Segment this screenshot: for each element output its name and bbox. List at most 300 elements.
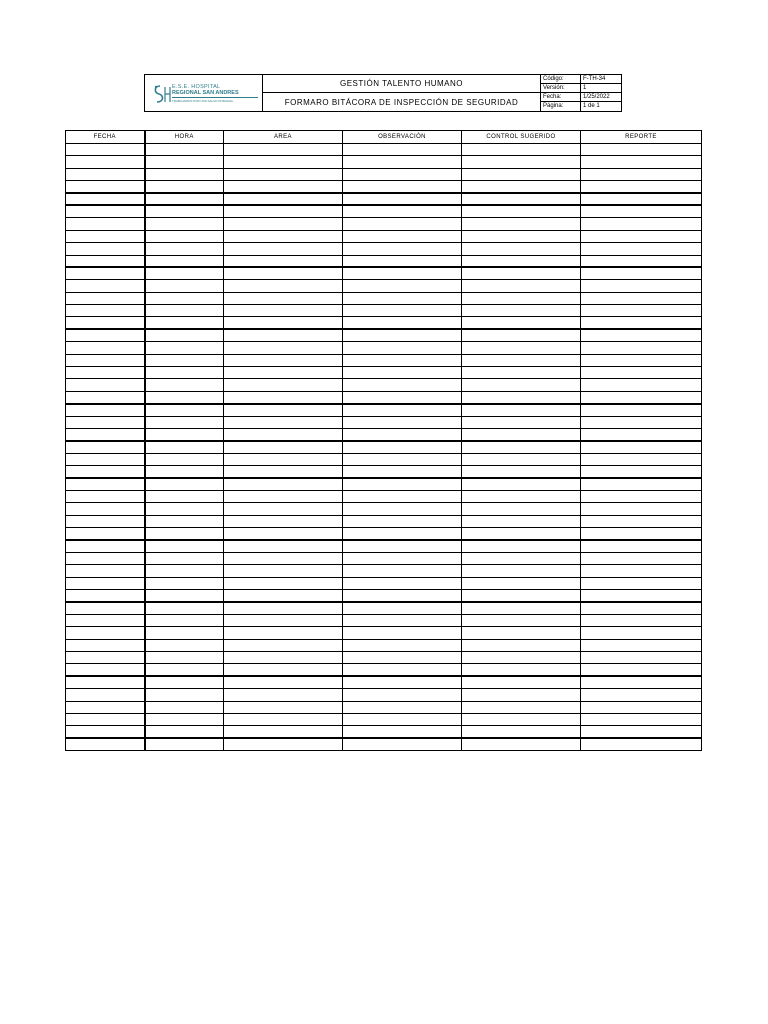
cell-hora[interactable] (145, 689, 224, 701)
cell-hora[interactable] (145, 676, 224, 688)
cell-hora[interactable] (145, 540, 224, 552)
cell-observacion[interactable] (343, 329, 462, 341)
cell-observacion[interactable] (343, 255, 462, 267)
cell-control-sugerido[interactable] (462, 317, 581, 329)
cell-reporte[interactable] (581, 713, 702, 725)
cell-hora[interactable] (145, 503, 224, 515)
cell-area[interactable] (224, 713, 343, 725)
cell-observacion[interactable] (343, 590, 462, 602)
cell-fecha[interactable] (66, 478, 145, 490)
cell-hora[interactable] (145, 590, 224, 602)
cell-fecha[interactable] (66, 416, 145, 428)
cell-hora[interactable] (145, 639, 224, 651)
cell-fecha[interactable] (66, 441, 145, 453)
cell-hora[interactable] (145, 379, 224, 391)
cell-reporte[interactable] (581, 404, 702, 416)
cell-observacion[interactable] (343, 552, 462, 564)
cell-reporte[interactable] (581, 416, 702, 428)
cell-fecha[interactable] (66, 639, 145, 651)
cell-fecha[interactable] (66, 193, 145, 205)
cell-hora[interactable] (145, 701, 224, 713)
cell-area[interactable] (224, 639, 343, 651)
cell-observacion[interactable] (343, 205, 462, 217)
cell-reporte[interactable] (581, 701, 702, 713)
cell-observacion[interactable] (343, 478, 462, 490)
cell-area[interactable] (224, 168, 343, 180)
cell-fecha[interactable] (66, 404, 145, 416)
cell-fecha[interactable] (66, 317, 145, 329)
cell-fecha[interactable] (66, 391, 145, 403)
cell-hora[interactable] (145, 342, 224, 354)
cell-control-sugerido[interactable] (462, 181, 581, 193)
cell-control-sugerido[interactable] (462, 416, 581, 428)
cell-observacion[interactable] (343, 441, 462, 453)
cell-fecha[interactable] (66, 577, 145, 589)
cell-hora[interactable] (145, 453, 224, 465)
cell-observacion[interactable] (343, 664, 462, 676)
cell-control-sugerido[interactable] (462, 292, 581, 304)
cell-area[interactable] (224, 676, 343, 688)
cell-observacion[interactable] (343, 515, 462, 527)
cell-observacion[interactable] (343, 726, 462, 738)
cell-reporte[interactable] (581, 329, 702, 341)
cell-area[interactable] (224, 305, 343, 317)
cell-hora[interactable] (145, 218, 224, 230)
cell-observacion[interactable] (343, 577, 462, 589)
cell-control-sugerido[interactable] (462, 552, 581, 564)
cell-hora[interactable] (145, 652, 224, 664)
cell-reporte[interactable] (581, 243, 702, 255)
cell-hora[interactable] (145, 627, 224, 639)
cell-fecha[interactable] (66, 503, 145, 515)
cell-control-sugerido[interactable] (462, 614, 581, 626)
cell-observacion[interactable] (343, 466, 462, 478)
cell-observacion[interactable] (343, 453, 462, 465)
cell-hora[interactable] (145, 416, 224, 428)
cell-control-sugerido[interactable] (462, 218, 581, 230)
cell-reporte[interactable] (581, 565, 702, 577)
cell-hora[interactable] (145, 528, 224, 540)
table-row (66, 676, 702, 688)
cell-observacion[interactable] (343, 602, 462, 614)
cell-control-sugerido[interactable] (462, 528, 581, 540)
cell-control-sugerido[interactable] (462, 267, 581, 279)
cell-control-sugerido[interactable] (462, 404, 581, 416)
cell-fecha[interactable] (66, 627, 145, 639)
cell-fecha[interactable] (66, 590, 145, 602)
cell-control-sugerido[interactable] (462, 255, 581, 267)
cell-observacion[interactable] (343, 280, 462, 292)
cell-observacion[interactable] (343, 292, 462, 304)
cell-control-sugerido[interactable] (462, 329, 581, 341)
cell-fecha[interactable] (66, 218, 145, 230)
cell-fecha[interactable] (66, 676, 145, 688)
cell-reporte[interactable] (581, 552, 702, 564)
cell-fecha[interactable] (66, 565, 145, 577)
cell-control-sugerido[interactable] (462, 391, 581, 403)
cell-observacion[interactable] (343, 540, 462, 552)
cell-reporte[interactable] (581, 428, 702, 440)
cell-control-sugerido[interactable] (462, 144, 581, 156)
cell-observacion[interactable] (343, 565, 462, 577)
cell-area[interactable] (224, 577, 343, 589)
cell-hora[interactable] (145, 391, 224, 403)
cell-area[interactable] (224, 144, 343, 156)
cell-control-sugerido[interactable] (462, 540, 581, 552)
cell-area[interactable] (224, 528, 343, 540)
cell-observacion[interactable] (343, 267, 462, 279)
cell-control-sugerido[interactable] (462, 280, 581, 292)
cell-observacion[interactable] (343, 379, 462, 391)
cell-control-sugerido[interactable] (462, 726, 581, 738)
cell-control-sugerido[interactable] (462, 367, 581, 379)
cell-hora[interactable] (145, 280, 224, 292)
cell-fecha[interactable] (66, 379, 145, 391)
cell-control-sugerido[interactable] (462, 305, 581, 317)
cell-fecha[interactable] (66, 255, 145, 267)
cell-fecha[interactable] (66, 354, 145, 366)
cell-hora[interactable] (145, 713, 224, 725)
column-header-reporte: REPORTE (581, 131, 702, 144)
cell-area[interactable] (224, 602, 343, 614)
cell-fecha[interactable] (66, 664, 145, 676)
cell-area[interactable] (224, 441, 343, 453)
cell-reporte[interactable] (581, 342, 702, 354)
cell-hora[interactable] (145, 292, 224, 304)
cell-control-sugerido[interactable] (462, 478, 581, 490)
cell-reporte[interactable] (581, 292, 702, 304)
cell-area[interactable] (224, 652, 343, 664)
cell-fecha[interactable] (66, 689, 145, 701)
cell-area[interactable] (224, 243, 343, 255)
cell-fecha[interactable] (66, 726, 145, 738)
cell-control-sugerido[interactable] (462, 676, 581, 688)
cell-control-sugerido[interactable] (462, 652, 581, 664)
cell-fecha[interactable] (66, 614, 145, 626)
cell-fecha[interactable] (66, 342, 145, 354)
cell-reporte[interactable] (581, 144, 702, 156)
cell-area[interactable] (224, 478, 343, 490)
cell-control-sugerido[interactable] (462, 713, 581, 725)
cell-observacion[interactable] (343, 503, 462, 515)
cell-fecha[interactable] (66, 156, 145, 168)
cell-reporte[interactable] (581, 577, 702, 589)
cell-control-sugerido[interactable] (462, 664, 581, 676)
cell-reporte[interactable] (581, 367, 702, 379)
cell-reporte[interactable] (581, 267, 702, 279)
cell-area[interactable] (224, 292, 343, 304)
cell-area[interactable] (224, 627, 343, 639)
cell-area[interactable] (224, 255, 343, 267)
cell-reporte[interactable] (581, 652, 702, 664)
cell-area[interactable] (224, 329, 343, 341)
cell-fecha[interactable] (66, 305, 145, 317)
cell-reporte[interactable] (581, 664, 702, 676)
cell-reporte[interactable] (581, 317, 702, 329)
cell-control-sugerido[interactable] (462, 602, 581, 614)
cell-hora[interactable] (145, 664, 224, 676)
cell-area[interactable] (224, 490, 343, 502)
cell-reporte[interactable] (581, 305, 702, 317)
cell-hora[interactable] (145, 478, 224, 490)
cell-hora[interactable] (145, 144, 224, 156)
cell-fecha[interactable] (66, 515, 145, 527)
cell-reporte[interactable] (581, 156, 702, 168)
cell-observacion[interactable] (343, 342, 462, 354)
cell-observacion[interactable] (343, 689, 462, 701)
cell-reporte[interactable] (581, 453, 702, 465)
cell-control-sugerido[interactable] (462, 342, 581, 354)
cell-observacion[interactable] (343, 528, 462, 540)
cell-reporte[interactable] (581, 205, 702, 217)
cell-control-sugerido[interactable] (462, 590, 581, 602)
cell-fecha[interactable] (66, 652, 145, 664)
cell-observacion[interactable] (343, 181, 462, 193)
cell-observacion[interactable] (343, 354, 462, 366)
cell-reporte[interactable] (581, 738, 702, 750)
cell-area[interactable] (224, 552, 343, 564)
cell-control-sugerido[interactable] (462, 627, 581, 639)
cell-area[interactable] (224, 503, 343, 515)
cell-observacion[interactable] (343, 676, 462, 688)
cell-fecha[interactable] (66, 168, 145, 180)
cell-fecha[interactable] (66, 181, 145, 193)
cell-area[interactable] (224, 367, 343, 379)
cell-area[interactable] (224, 540, 343, 552)
cell-reporte[interactable] (581, 255, 702, 267)
cell-fecha[interactable] (66, 552, 145, 564)
cell-area[interactable] (224, 565, 343, 577)
cell-area[interactable] (224, 193, 343, 205)
document-header (144, 74, 622, 112)
cell-fecha[interactable] (66, 738, 145, 750)
cell-control-sugerido[interactable] (462, 453, 581, 465)
cell-observacion[interactable] (343, 738, 462, 750)
cell-observacion[interactable] (343, 218, 462, 230)
cell-reporte[interactable] (581, 218, 702, 230)
cell-reporte[interactable] (581, 466, 702, 478)
cell-hora[interactable] (145, 230, 224, 242)
cell-area[interactable] (224, 342, 343, 354)
cell-area[interactable] (224, 218, 343, 230)
cell-fecha[interactable] (66, 428, 145, 440)
cell-area[interactable] (224, 466, 343, 478)
cell-fecha[interactable] (66, 540, 145, 552)
cell-area[interactable] (224, 230, 343, 242)
cell-fecha[interactable] (66, 292, 145, 304)
cell-control-sugerido[interactable] (462, 689, 581, 701)
cell-fecha[interactable] (66, 466, 145, 478)
cell-fecha[interactable] (66, 230, 145, 242)
cell-hora[interactable] (145, 490, 224, 502)
cell-fecha[interactable] (66, 528, 145, 540)
cell-observacion[interactable] (343, 627, 462, 639)
cell-hora[interactable] (145, 602, 224, 614)
cell-reporte[interactable] (581, 478, 702, 490)
cell-area[interactable] (224, 181, 343, 193)
cell-reporte[interactable] (581, 689, 702, 701)
cell-observacion[interactable] (343, 404, 462, 416)
cell-control-sugerido[interactable] (462, 354, 581, 366)
cell-observacion[interactable] (343, 652, 462, 664)
cell-reporte[interactable] (581, 590, 702, 602)
cell-hora[interactable] (145, 243, 224, 255)
cell-reporte[interactable] (581, 280, 702, 292)
cell-fecha[interactable] (66, 243, 145, 255)
cell-control-sugerido[interactable] (462, 156, 581, 168)
cell-fecha[interactable] (66, 453, 145, 465)
cell-control-sugerido[interactable] (462, 379, 581, 391)
cell-area[interactable] (224, 614, 343, 626)
cell-reporte[interactable] (581, 193, 702, 205)
cell-fecha[interactable] (66, 701, 145, 713)
cell-hora[interactable] (145, 168, 224, 180)
cell-control-sugerido[interactable] (462, 701, 581, 713)
cell-observacion[interactable] (343, 305, 462, 317)
cell-hora[interactable] (145, 354, 224, 366)
cell-observacion[interactable] (343, 416, 462, 428)
cell-reporte[interactable] (581, 490, 702, 502)
cell-fecha[interactable] (66, 490, 145, 502)
cell-area[interactable] (224, 726, 343, 738)
cell-control-sugerido[interactable] (462, 466, 581, 478)
cell-fecha[interactable] (66, 329, 145, 341)
cell-hora[interactable] (145, 738, 224, 750)
cell-fecha[interactable] (66, 367, 145, 379)
cell-area[interactable] (224, 404, 343, 416)
cell-hora[interactable] (145, 181, 224, 193)
cell-hora[interactable] (145, 156, 224, 168)
cell-observacion[interactable] (343, 168, 462, 180)
cell-fecha[interactable] (66, 267, 145, 279)
cell-hora[interactable] (145, 267, 224, 279)
cell-reporte[interactable] (581, 676, 702, 688)
cell-reporte[interactable] (581, 602, 702, 614)
cell-reporte[interactable] (581, 354, 702, 366)
cell-area[interactable] (224, 689, 343, 701)
cell-hora[interactable] (145, 441, 224, 453)
cell-observacion[interactable] (343, 614, 462, 626)
cell-reporte[interactable] (581, 627, 702, 639)
cell-area[interactable] (224, 664, 343, 676)
cell-control-sugerido[interactable] (462, 565, 581, 577)
cell-area[interactable] (224, 354, 343, 366)
cell-reporte[interactable] (581, 503, 702, 515)
cell-observacion[interactable] (343, 144, 462, 156)
cell-hora[interactable] (145, 614, 224, 626)
cell-hora[interactable] (145, 329, 224, 341)
cell-control-sugerido[interactable] (462, 490, 581, 502)
cell-observacion[interactable] (343, 230, 462, 242)
cell-observacion[interactable] (343, 391, 462, 403)
cell-reporte[interactable] (581, 726, 702, 738)
cell-area[interactable] (224, 267, 343, 279)
cell-area[interactable] (224, 738, 343, 750)
cell-hora[interactable] (145, 565, 224, 577)
cell-control-sugerido[interactable] (462, 515, 581, 527)
cell-control-sugerido[interactable] (462, 738, 581, 750)
cell-reporte[interactable] (581, 181, 702, 193)
cell-control-sugerido[interactable] (462, 441, 581, 453)
cell-reporte[interactable] (581, 391, 702, 403)
cell-observacion[interactable] (343, 193, 462, 205)
cell-reporte[interactable] (581, 639, 702, 651)
cell-control-sugerido[interactable] (462, 205, 581, 217)
cell-reporte[interactable] (581, 168, 702, 180)
cell-observacion[interactable] (343, 243, 462, 255)
cell-control-sugerido[interactable] (462, 243, 581, 255)
cell-hora[interactable] (145, 726, 224, 738)
cell-hora[interactable] (145, 317, 224, 329)
cell-fecha[interactable] (66, 205, 145, 217)
cell-area[interactable] (224, 391, 343, 403)
cell-reporte[interactable] (581, 515, 702, 527)
cell-observacion[interactable] (343, 490, 462, 502)
cell-area[interactable] (224, 701, 343, 713)
cell-reporte[interactable] (581, 230, 702, 242)
cell-area[interactable] (224, 515, 343, 527)
cell-reporte[interactable] (581, 379, 702, 391)
cell-hora[interactable] (145, 466, 224, 478)
cell-area[interactable] (224, 205, 343, 217)
cell-hora[interactable] (145, 577, 224, 589)
cell-observacion[interactable] (343, 367, 462, 379)
cell-area[interactable] (224, 428, 343, 440)
cell-area[interactable] (224, 317, 343, 329)
cell-observacion[interactable] (343, 156, 462, 168)
cell-reporte[interactable] (581, 441, 702, 453)
cell-reporte[interactable] (581, 540, 702, 552)
cell-area[interactable] (224, 453, 343, 465)
cell-hora[interactable] (145, 515, 224, 527)
cell-observacion[interactable] (343, 713, 462, 725)
cell-hora[interactable] (145, 367, 224, 379)
cell-fecha[interactable] (66, 144, 145, 156)
cell-area[interactable] (224, 280, 343, 292)
cell-control-sugerido[interactable] (462, 230, 581, 242)
table-row (66, 565, 702, 577)
cell-reporte[interactable] (581, 528, 702, 540)
table-row (66, 590, 702, 602)
cell-observacion[interactable] (343, 639, 462, 651)
cell-control-sugerido[interactable] (462, 639, 581, 651)
cell-control-sugerido[interactable] (462, 428, 581, 440)
cell-area[interactable] (224, 379, 343, 391)
cell-area[interactable] (224, 416, 343, 428)
cell-fecha[interactable] (66, 280, 145, 292)
cell-control-sugerido[interactable] (462, 193, 581, 205)
cell-area[interactable] (224, 156, 343, 168)
cell-fecha[interactable] (66, 713, 145, 725)
cell-control-sugerido[interactable] (462, 168, 581, 180)
cell-observacion[interactable] (343, 317, 462, 329)
cell-fecha[interactable] (66, 602, 145, 614)
cell-hora[interactable] (145, 428, 224, 440)
cell-hora[interactable] (145, 552, 224, 564)
cell-hora[interactable] (145, 205, 224, 217)
cell-hora[interactable] (145, 305, 224, 317)
inspection-log-table (65, 130, 702, 751)
cell-control-sugerido[interactable] (462, 503, 581, 515)
cell-hora[interactable] (145, 255, 224, 267)
cell-control-sugerido[interactable] (462, 577, 581, 589)
cell-observacion[interactable] (343, 428, 462, 440)
cell-area[interactable] (224, 590, 343, 602)
cell-observacion[interactable] (343, 701, 462, 713)
cell-reporte[interactable] (581, 614, 702, 626)
cell-hora[interactable] (145, 404, 224, 416)
cell-hora[interactable] (145, 193, 224, 205)
